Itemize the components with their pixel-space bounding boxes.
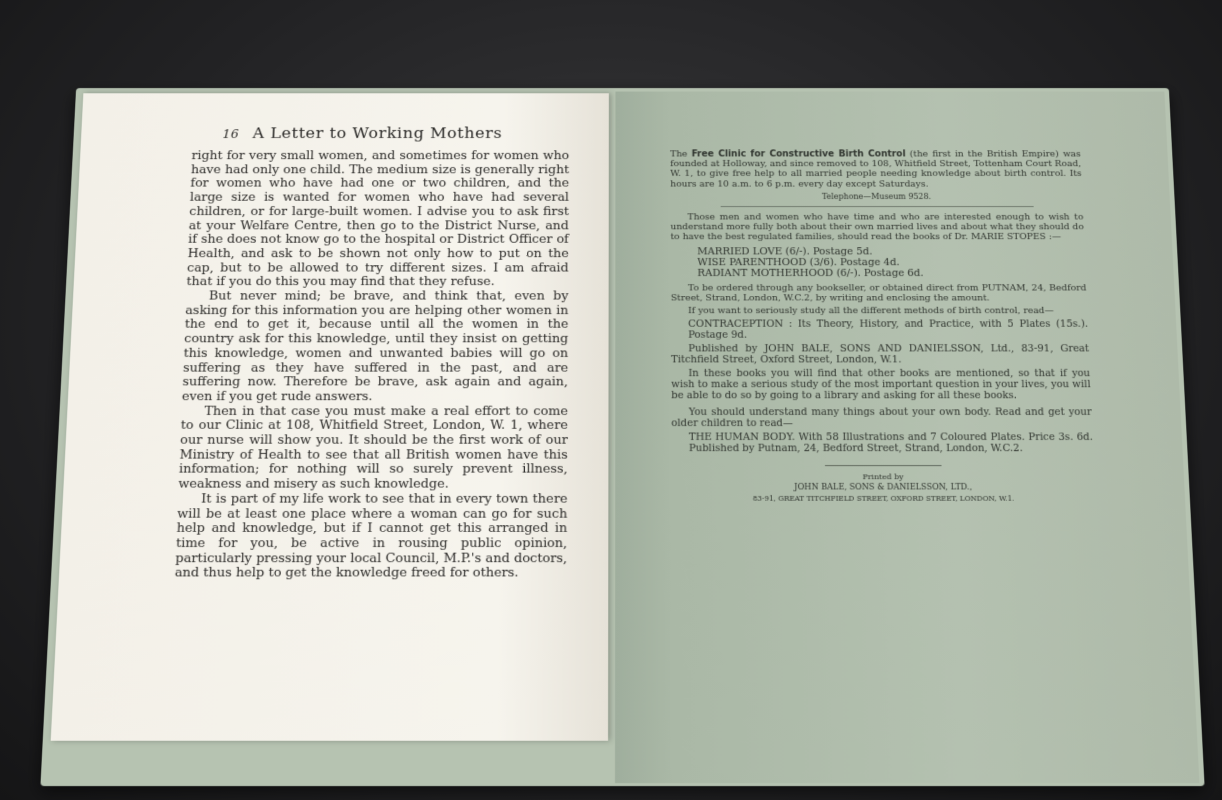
other-books-note: In these books you will find that other books are mentioned, so that if you wish to make a serious study of the most important question in your lives, you will be able to do so by going to a library and asking for all these books. [671, 368, 1091, 402]
book-radiant-motherhood: RADIANT MOTHERHOOD (6/-). Postage 6d. [697, 267, 924, 279]
books-intro: Those men and women who have time and who are interested enough to wish to understand more fully both about their own married lives and about what they should do to have the best regulated families, should read the books of Dr. MARIE STOPES :— [670, 212, 1085, 243]
clinic-lead: The [670, 149, 688, 160]
right-page [615, 92, 1199, 784]
human-body-book: THE HUMAN BODY. With 58 Illustrations and 7 Coloured Plates. Price 3s. 6d. Published by Putnam, 24, Bedford Street, Strand, London, W.C.2. [688, 431, 1094, 455]
printer-name: JOHN BALE, SONS & DANIELSSON, LTD., [794, 482, 973, 492]
clinic-name: Free Clinic for Constructive Birth Control [691, 149, 906, 160]
divider [720, 206, 1033, 207]
paragraph: But never mind; be brave, and think that, even by asking for this information you are helping other women in the end to get it, because until all the women in the country ask for this knowledge, until they insist on getting this knowledge, women and unwanted babies will go on suffering as they have suffered in the past, and are suffering now. Therefore be brave, ask again and again, even if you get rude answers. [181, 289, 569, 404]
publisher-note: Published by JOHN BALE, SONS AND DANIELSSON, Ltd., 83-91, Great Titchfield Street, Oxford Street, London, W.1. [671, 343, 1090, 366]
running-header [222, 125, 502, 143]
clinic-notice [670, 149, 1082, 189]
printer-label: Printed by [862, 472, 904, 482]
body-note: You should understand many things about your own body. Read and get your older children to read— [671, 406, 1092, 430]
printer-rule [824, 465, 941, 466]
booklet [40, 88, 1205, 794]
paragraph: right for very small women, and sometimes for women who have had only one child. The medium size is generally right for women who have had one or two children, and the large size is wanted for women who have had several children, or for large-built women. I advise you to ask first at your Welfare Centre, then go to the District Nurse, and if she does not know go to the hospital or District Officer of Health, and ask to be shown not only how to put on the cap, but to be allowed to try different sizes. I am afraid that if you do this you may find that they refuse. [186, 149, 570, 289]
printer-address: 83-91, GREAT TITCHFIELD STREET, OXFORD STREET, LONDON, W.1. [752, 493, 1015, 503]
running-title: A Letter to Working Mothers [252, 124, 503, 143]
study-note: If you want to seriously study all the different methods of birth control, read— [688, 305, 1054, 316]
paragraph: Then in that case you must make a real effort to come to our Clinic at 108, Whitfield Street, London, W. 1, where our nurse will show you. It should be the first work of our Ministry of Health to see that all British women have this information; for nothing will so surely prevent illness, weakness and misery as such knowledge. [178, 404, 568, 492]
order-note: To be ordered through any bookseller, or obtained direct from PUTNAM, 24, Bedford Street, Strand, London, W.C.2, by writing and enclosing the amount. [670, 282, 1087, 304]
clinic-body: (the first in the British Empire) was founded at Holloway, and since removed to 108, Whitfield Street, Tottenham Court Road, W. 1, to give free help to all married people needing knowledge about birth control. Its hours are 10 a.m. to 6 p.m. every day except Saturdays. [670, 149, 1082, 189]
left-page [51, 93, 609, 740]
paragraph: It is part of my life work to see that in every town there will be at least one place where a woman can go for such help and knowledge, but if I cannot get this arranged in time for you, be active in rousing public opinion, particularly pressing your local Council, M.P.'s and doctors, and thus help to get the knowledge freed for others. [174, 492, 568, 581]
contraception-book: CONTRACEPTION : Its Theory, History, and Practice, with 5 Plates (15s.). Postage 9d. [688, 318, 1089, 341]
left-body-text [175, 149, 570, 581]
right-body-text [670, 149, 1095, 503]
book-wise-parenthood: WISE PARENTHOOD (3/6). Postage 4d. [697, 256, 900, 268]
page-number: 16 [222, 128, 240, 142]
book-married-love: MARRIED LOVE (6/-). Postage 5d. [697, 245, 873, 257]
clinic-telephone: Telephone—Museum 9528. [821, 191, 932, 201]
